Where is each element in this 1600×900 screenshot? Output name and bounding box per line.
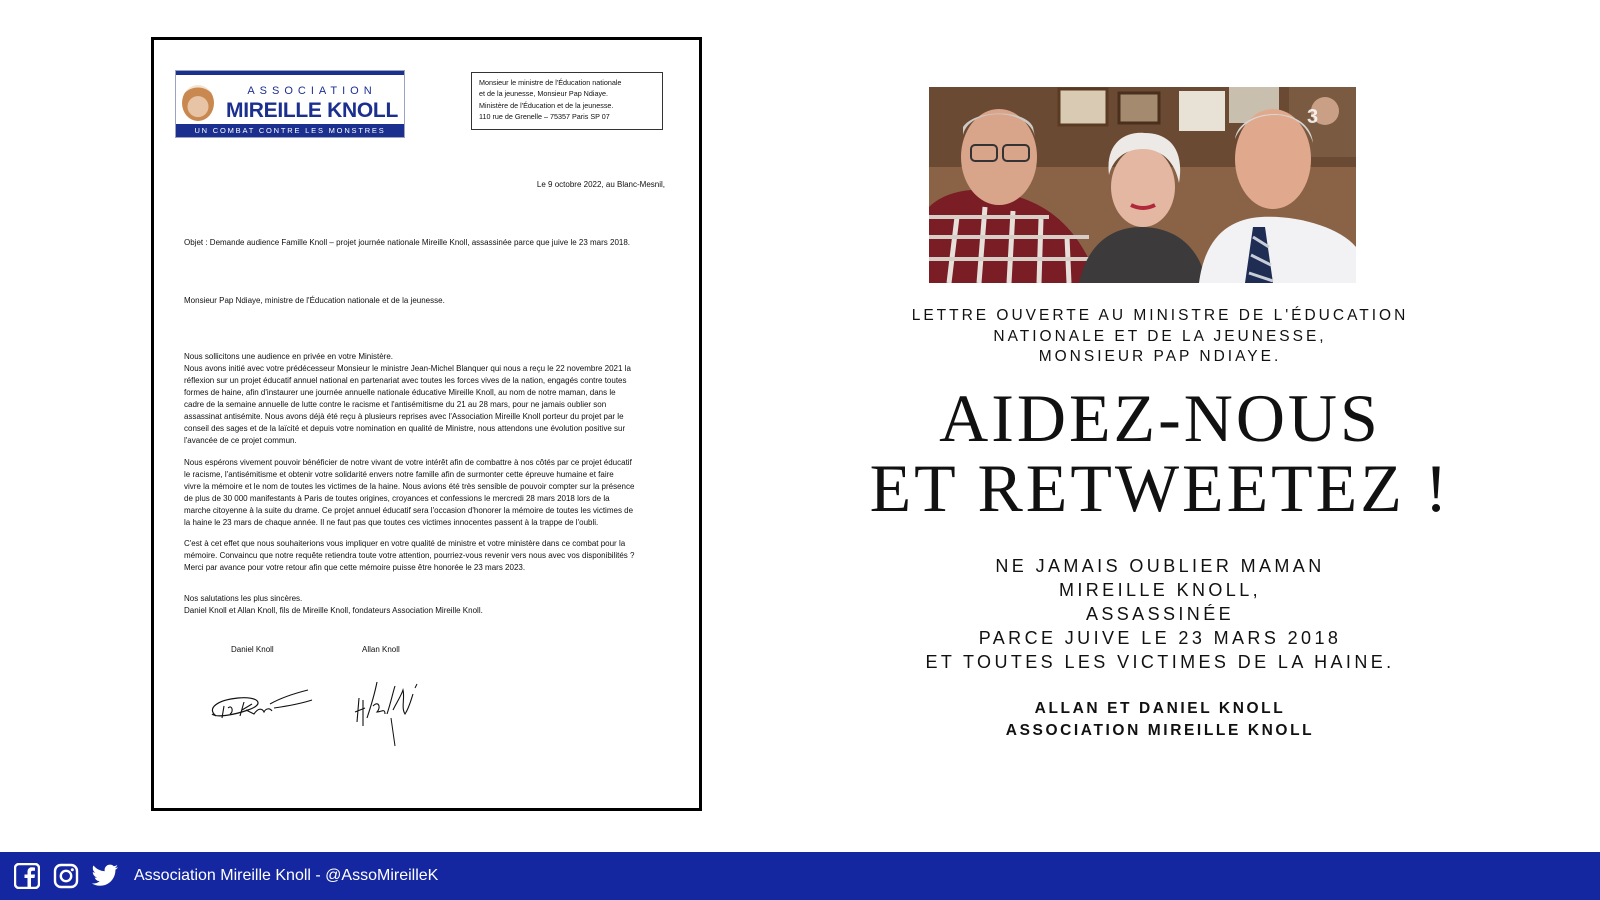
letter-subject: Objet : Demande audience Famille Knoll – projet journée nationale Mireille Knoll, assassinée parce que juive le 23 mars 2018.	[184, 238, 631, 247]
letter-closing	[184, 593, 659, 617]
authors-line: ASSOCIATION MIREILLE KNOLL	[1005, 722, 1315, 739]
logo-line1: ASSOCIATION	[247, 85, 377, 97]
paragraph-line: le racisme, l'antisémitisme et obtenir votre solidarité envers notre famille afin de surmonter cette épreuve humaine et faire	[184, 470, 614, 479]
memory-line: NE JAMAIS OUBLIER MAMAN	[995, 556, 1325, 576]
letter-salutation: Monsieur Pap Ndiaye, ministre de l'Éducation nationale et de la jeunesse.	[184, 296, 445, 305]
closing-line: Daniel Knoll et Allan Knoll, fils de Mireille Knoll, fondateurs Association Mireille Knoll.	[184, 606, 483, 615]
footer-handle[interactable]: Association Mireille Knoll - @AssoMireilleK	[134, 867, 439, 884]
paragraph-line: cadre de la semaine annuelle de lutte contre le racisme et l'antisémitisme du 21 au 28 mars, pour ne jamais oublier son	[184, 400, 607, 409]
logo-band	[176, 71, 404, 75]
signature-daniel	[204, 678, 314, 728]
paragraph-line: l'avancée de ce projet commun.	[184, 436, 297, 445]
address-line: 110 rue de Grenelle – 75357 Paris SP 07	[479, 111, 610, 121]
memory-line: PARCE JUIVE LE 23 MARS 2018	[978, 628, 1342, 648]
address-line: Ministère de l'Éducation et de la jeunesse.	[479, 100, 614, 110]
signatory-allan: Allan Knoll	[362, 645, 400, 654]
paragraph-line: mémoire. Convaincu que notre requête retiendra toute votre attention, pourriez-vous revenir vers nous avec vos disponibilités ?	[184, 551, 635, 560]
paragraph-line: Nous espérons vivement pouvoir bénéficier de notre vivant de votre intérêt afin de combattre à nos côtés par ce projet éducatif	[184, 458, 632, 467]
paragraph-line: vivre la mémoire et le nom de toutes les victimes de la haine. Nous avions été très sensible de pouvoir compter sur la présence	[184, 482, 635, 491]
recipient-address	[471, 72, 663, 130]
instagram-icon[interactable]	[52, 862, 80, 890]
logo-tagline: UN COMBAT CONTRE LES MONSTRES	[176, 124, 404, 137]
authors	[880, 698, 1440, 742]
closing-line: Nos salutations les plus sincères.	[184, 594, 303, 603]
paragraph-line: la haine le 23 mars de chaque année. Il ne faut pas que toutes ces victimes innocentes passent à la trappe de l'oubli.	[184, 518, 599, 527]
paragraph-line: Nous avons initié avec votre prédécesseur Monsieur le ministre Jean-Michel Blanquer qui nous a reçu le 22 novembre 2021 la	[184, 364, 631, 373]
channel-logo: 3	[1307, 106, 1319, 128]
subtitle-line: MONSIEUR PAP NDIAYE.	[1038, 348, 1282, 365]
logo-line2: MIREILLE KNOLL	[226, 99, 398, 122]
memory-line: ASSASSINÉE	[1085, 604, 1235, 624]
paragraph-line: formes de haine, afin d'instaurer une journée annuelle nationale éducative Mireille Knoll, au nom de notre maman, dans le	[184, 388, 616, 397]
logo-portrait	[182, 85, 214, 121]
letter-paragraph-2	[184, 457, 659, 529]
address-line: et de la jeunesse, Monsieur Pap Ndiaye.	[479, 89, 609, 99]
open-letter-subtitle	[880, 306, 1440, 368]
association-logo	[175, 70, 405, 138]
subtitle-line: NATIONALE ET DE LA JEUNESSE,	[993, 327, 1327, 345]
paragraph-line: marche citoyenne à la suite du drame. Ce projet annuel éducatif sera l'occasion d'honorer la mémoire de toutes les victimes de	[184, 506, 634, 515]
signatory-daniel: Daniel Knoll	[231, 645, 274, 654]
letter-date: Le 9 octobre 2022, au Blanc-Mesnil,	[536, 180, 665, 189]
family-photo	[929, 87, 1356, 283]
headline	[860, 380, 1460, 526]
address-line: Monsieur le ministre de l'Éducation nationale	[479, 78, 622, 87]
headline-line: ET RETWEETEZ !	[869, 450, 1451, 526]
paragraph-line: Nous sollicitons une audience en privée en votre Ministère.	[184, 352, 394, 361]
letter-paragraph-1	[184, 351, 659, 447]
paragraph-line: assassinat antisémite. Nous avons déjà été reçu à plusieurs reprises avec l'Association Mireille Knoll porteur du projet par le	[184, 412, 624, 421]
paragraph-line: Merci par avance pour votre retour afin que cette mémoire puisse être honorée le 23 mars 2023.	[184, 563, 526, 572]
authors-line: ALLAN ET DANIEL KNOLL	[1034, 700, 1286, 717]
paragraph-line: C'est à cet effet que nous souhaiterions vous impliquer en votre qualité de ministre et votre ministère dans ce combat pour la	[184, 539, 626, 548]
subtitle-line: LETTRE OUVERTE AU MINISTRE DE L'ÉDUCATION	[911, 307, 1409, 324]
signature-allan	[351, 678, 431, 750]
letter-paragraph-3	[184, 538, 659, 574]
paragraph-line: de plus de 30 000 manifestants à Paris de toutes origines, croyances et confessions le mercredi 28 mars 2018 lors de la	[184, 494, 610, 503]
paragraph-line: réflexion sur un projet éducatif annuel national en partenariat avec toutes les forces vives de la nation, engagés contre toutes	[184, 376, 627, 385]
letter-page	[151, 37, 702, 811]
headline-line: AIDEZ-NOUS	[939, 380, 1381, 456]
facebook-icon[interactable]	[13, 862, 41, 890]
twitter-icon[interactable]	[91, 862, 119, 890]
paragraph-line: conseil des sages et de la laïcité et depuis votre nomination en qualité de Ministre, nous attendons une évolution positive sur	[184, 424, 626, 433]
footer-bar	[0, 852, 1600, 900]
memory-line: MIREILLE KNOLL,	[1058, 580, 1262, 600]
memory-line: ET TOUTES LES VICTIMES DE LA HAINE.	[925, 652, 1395, 672]
memory-message	[880, 554, 1440, 674]
